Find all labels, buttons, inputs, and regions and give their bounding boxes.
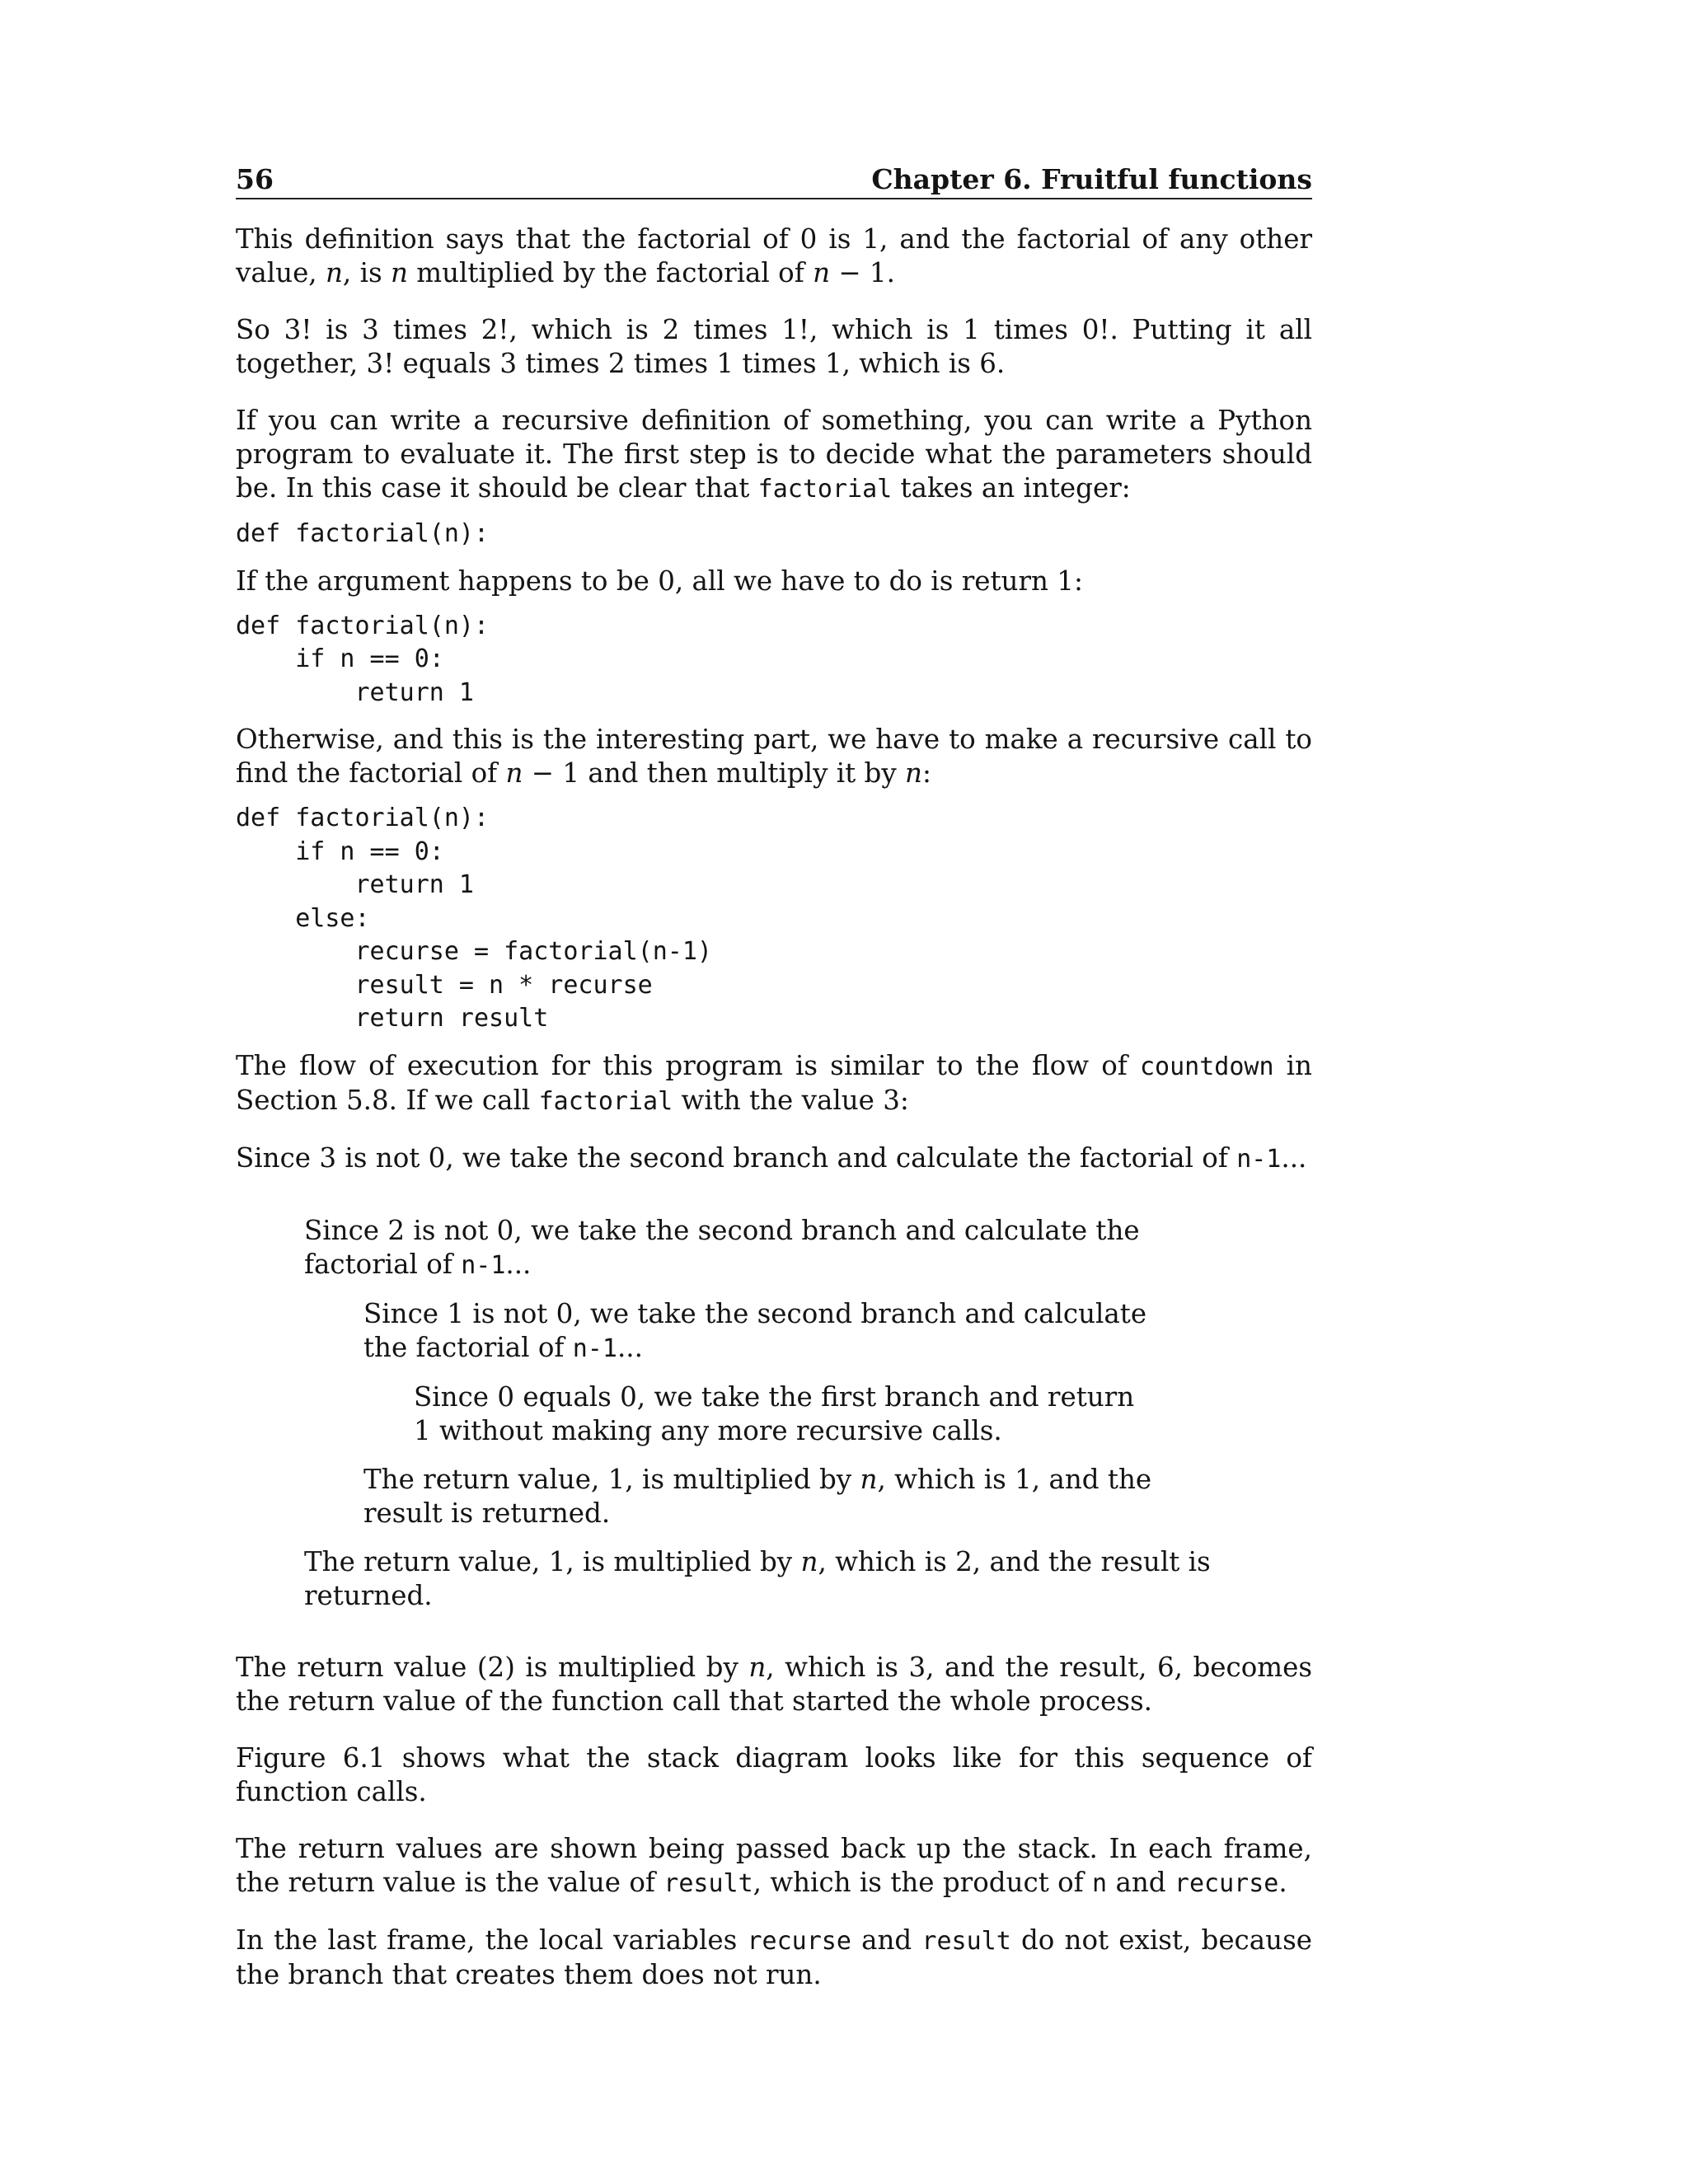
running-header (236, 163, 1312, 199)
trace-level-0: Since 3 is not 0, we take the second branch and calculate the factorial of n-1... (236, 1141, 1307, 1174)
trace-return-level-2: The return value, 1, is multiplied by n, which is 1, and the result is returned. (363, 1463, 1152, 1529)
paragraph-last-frame: In the last frame, the local variables recurse and result do not exist, because the branch that creates them does not run. (236, 1924, 1312, 1990)
paragraph-flow-of-execution: The flow of execution for this program is similar to the flow of countdown in Section 5.8. If we call factorial with the value 3: (236, 1049, 1312, 1116)
paragraph-factorial-definition: This definition says that the factorial of 0 is 1, and the factorial of any other value, n, is n multiplied by the factorial of n − 1. (236, 223, 1312, 288)
code-block-2: def factorial(n): if n == 0: return 1 (236, 611, 490, 707)
paragraph-recursive-call: Otherwise, and this is the interesting part, we have to make a recursive call to find the factorial of n − 1 and then multiply it by n: (236, 724, 1312, 789)
paragraph-base-case: If the argument happens to be 0, all we have to do is return 1: (236, 565, 1083, 597)
paragraph-recursive-program: If you can write a recursive definition of something, you can write a Python program to evaluate it. The first step is to decide what the parameters should be. In this case it should be clear that factorial takes an integer: (236, 405, 1312, 504)
paragraph-factorial-example: So 3! is 3 times 2!, which is 2 times 1!, which is 1 times 0!. Putting it all together, 3! equals 3 times 2 times 1 times 1, which is 6. (236, 314, 1312, 379)
paragraph-final-return: The return value (2) is multiplied by n, which is 3, and the result, 6, becomes the return value of the function call that started the whole process. (236, 1651, 1313, 1717)
trace-return-level-1: The return value, 1, is multiplied by n, which is 2, and the result is returned. (304, 1545, 1211, 1611)
page-number: 56 (236, 163, 274, 195)
trace-level-3: Since 0 equals 0, we take the first branch and return 1 without making any more recursive calls. (414, 1380, 1135, 1446)
paragraph-figure-reference: Figure 6.1 shows what the stack diagram looks like for this sequence of function calls. (236, 1741, 1312, 1807)
trace-level-2: Since 1 is not 0, we take the second branch and calculate the factorial of n-1... (363, 1297, 1147, 1363)
page (236, 163, 1312, 2015)
code-block-1: def factorial(n): (236, 519, 490, 548)
chapter-title: Chapter 6. Fruitful functions (871, 163, 1312, 195)
code-block-3: def factorial(n): if n == 0: return 1 else: recurse = factorial(n-1) result = n * recurse return result (236, 804, 712, 1033)
execution-trace (236, 1141, 1312, 1613)
trace-level-1: Since 2 is not 0, we take the second branch and calculate the factorial of n-1... (304, 1214, 1140, 1280)
paragraph-return-values: The return values are shown being passed back up the stack. In each frame, the return value is the value of result, which is the product of n and recurse. (236, 1832, 1312, 1898)
